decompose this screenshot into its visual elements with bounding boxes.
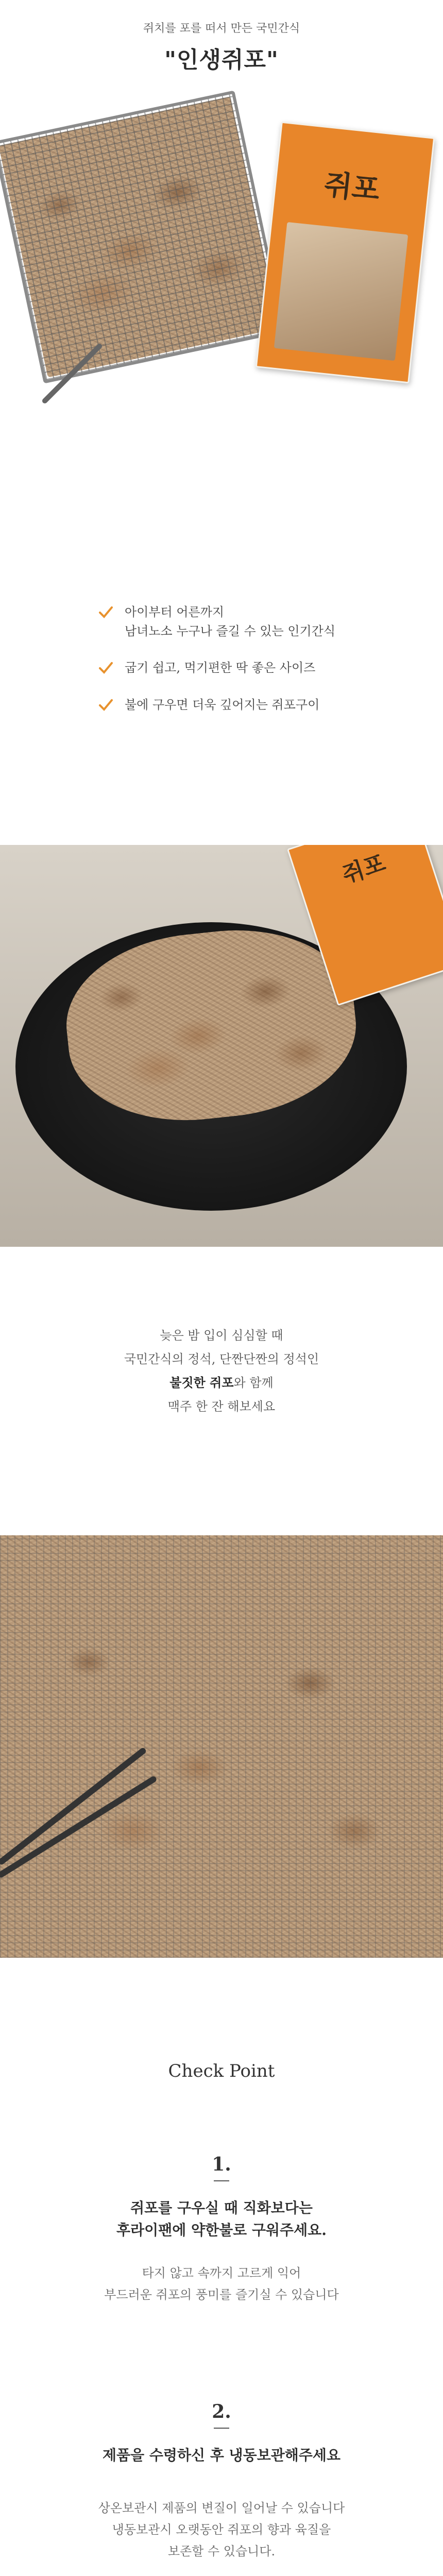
- feature-item: [98, 603, 386, 641]
- check-point-title: 쥐포를 구우실 때 직화보다는 후라이팬에 약한불로 구워주세요.: [116, 2199, 327, 2239]
- check-icon: [98, 698, 113, 713]
- check-point-heading: Check Point: [168, 2061, 275, 2081]
- story-suffix: 와 함께: [233, 1376, 274, 1391]
- check-icon: [98, 660, 113, 676]
- product-package-image: [255, 122, 435, 384]
- check-point-item: [0, 2401, 443, 2562]
- feature-item: [98, 658, 386, 677]
- intro-subtitle: 쥐치를 포를 떠서 만든 국민간식: [143, 22, 300, 35]
- number-underline: [214, 2180, 229, 2181]
- check-point-body: 상온보관시 제품의 변질이 일어날 수 있습니다 냉동보관시 오랫동안 쥐포의 향과 육질을 보존할 수 있습니다.: [98, 2501, 345, 2559]
- hero-photo: [0, 82, 443, 412]
- check-point-number: 1.: [212, 2154, 231, 2175]
- feature-list: [98, 603, 386, 732]
- story-text: [0, 1324, 443, 1418]
- feature-text: 아이부터 어른까지 남녀노소 누구나 즐길 수 있는 인기간식: [125, 605, 336, 639]
- check-point-title: 제품을 수령하신 후 냉동보관해주세요: [102, 2447, 340, 2464]
- story-line: 늦은 밤 입이 심심할 때: [160, 1328, 283, 1343]
- check-point-body: 타지 않고 속까지 고르게 익어 부드러운 쥐포의 풍미를 즐기실 수 있습니다: [104, 2265, 339, 2302]
- intro-title: "인생쥐포": [164, 47, 279, 73]
- story-line: 국민간식의 정석, 단짠단짠의 정석인: [124, 1351, 319, 1366]
- grill-grid: [0, 1535, 443, 1958]
- package-brand: 쥐포: [322, 168, 382, 208]
- grill-net-image: [0, 90, 286, 383]
- check-point-number: 2.: [212, 2401, 231, 2422]
- grill-tongs-photo: [0, 1535, 443, 1958]
- feature-text: 굽기 쉽고, 먹기편한 딱 좋은 사이즈: [125, 660, 316, 675]
- feature-item: [98, 696, 386, 715]
- check-icon: [98, 605, 113, 620]
- check-point-item: [0, 2154, 443, 2306]
- story-line: 맥주 한 잔 해보세요: [167, 1399, 276, 1414]
- plate-photo: [0, 845, 443, 1247]
- story-highlight: 불짓한 쥐포: [169, 1375, 234, 1391]
- package-brand: 쥐포: [339, 850, 389, 889]
- feature-text: 불에 구우면 더욱 깊어지는 쥐포구이: [125, 697, 320, 712]
- number-underline: [214, 2428, 229, 2429]
- story-line-highlight: [0, 1371, 443, 1395]
- package-window: [274, 222, 408, 361]
